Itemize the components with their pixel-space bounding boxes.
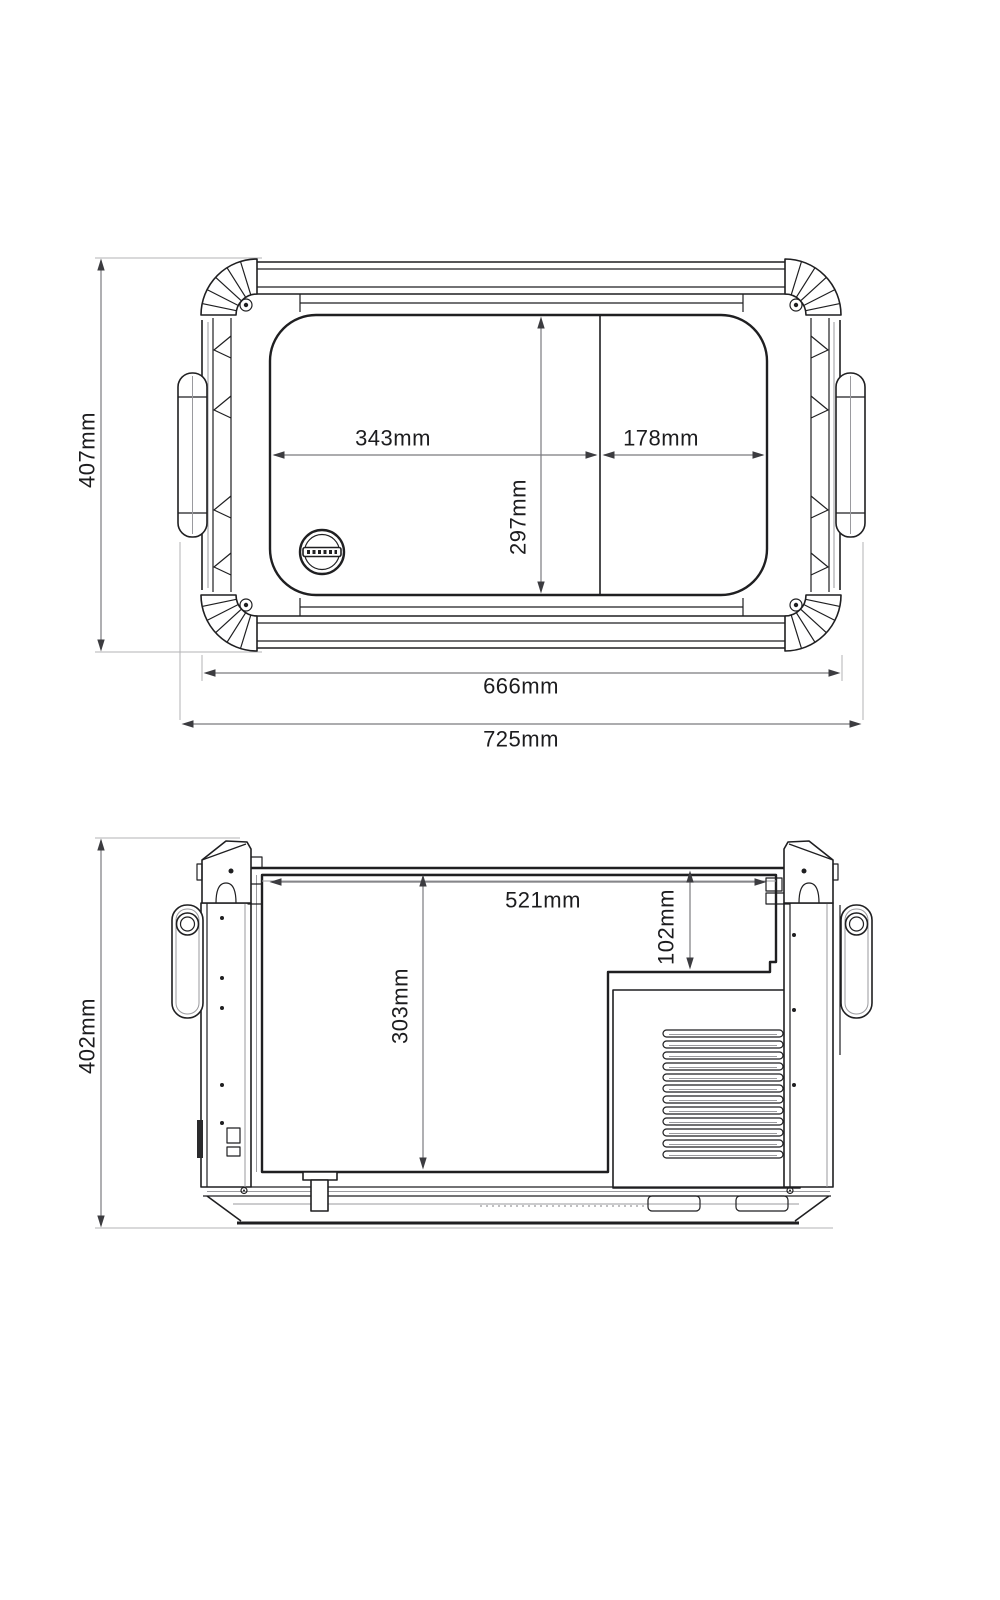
dim-label-725: 725mm [483, 726, 559, 752]
dim-label-402: 402mm [74, 998, 100, 1074]
carry-handle-right [836, 373, 865, 537]
carry-handle-left [178, 373, 207, 537]
side-handle-left [172, 905, 203, 1018]
dim-label-102: 102mm [653, 889, 679, 965]
side-handle-right [841, 905, 872, 1018]
dim-label-343: 343mm [355, 425, 431, 451]
dim-label-303: 303mm [387, 968, 413, 1044]
dim-label-407: 407mm [74, 412, 100, 488]
dim-label-666: 666mm [483, 673, 559, 699]
latch-plate [197, 1120, 203, 1158]
dim-label-297: 297mm [505, 479, 531, 555]
dim-label-521: 521mm [505, 887, 581, 913]
lid-latch [300, 530, 344, 574]
dim-label-178: 178mm [623, 425, 699, 451]
